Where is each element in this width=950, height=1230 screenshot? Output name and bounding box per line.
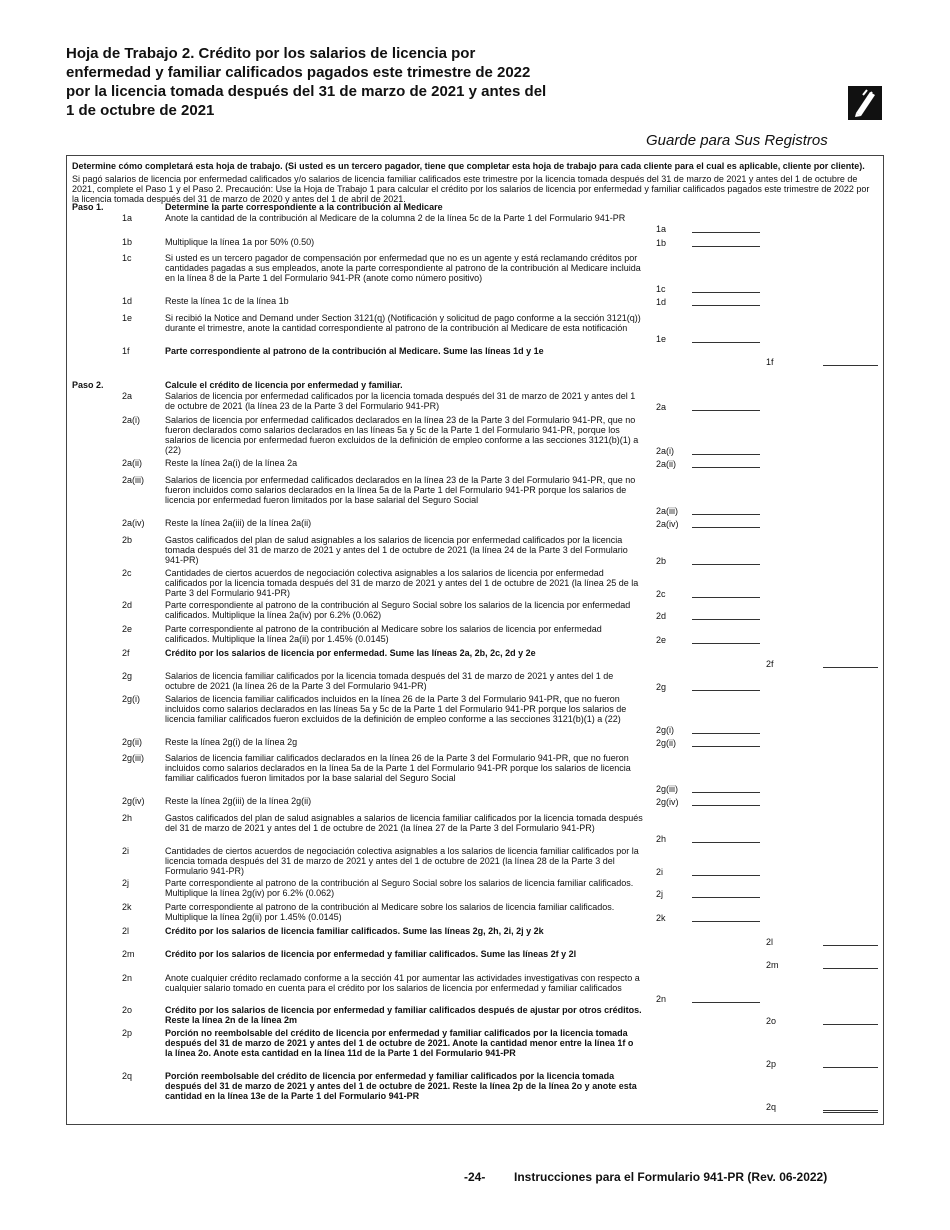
line-number: 2g — [122, 671, 133, 681]
line-reference: 2q — [766, 1102, 777, 1112]
line-number: 2q — [122, 1071, 133, 1081]
amount-field-2g[interactable] — [692, 690, 760, 691]
amount-field-2g(iii)[interactable] — [692, 792, 760, 793]
line-reference: 2o — [766, 1016, 777, 1026]
line-text: Gastos calificados del plan de salud asignables a salarios de licencia familiar calificados por la licencia tomada después del 31 de marzo de 2021 y antes del 1 de octubre de 2021 (la línea 27 de la Parte 3 del Formulario 941-PR) — [165, 813, 643, 833]
amount-field-2p[interactable] — [823, 1067, 878, 1068]
line-reference: 2g(iii) — [656, 784, 679, 794]
line-text: Si usted es un tercero pagador de compensación por enfermedad que no es un agente y está reclamando créditos por cantidades pagadas a sus empleados, anote la parte correspondiente al patrono de la contribución al Medicare incluida en la línea 8 de la Parte 1 del Formulario 941-PR (anote como número positivo) — [165, 253, 641, 283]
line-reference: 2n — [656, 994, 667, 1004]
line-reference: 2j — [656, 889, 664, 899]
amount-field-2i[interactable] — [692, 875, 760, 876]
line-reference: 1b — [656, 238, 667, 248]
form-reference: Instrucciones para el Formulario 941-PR (Rev. 06-2022) — [514, 1170, 828, 1184]
line-number: 2g(iii) — [122, 753, 145, 763]
line-reference: 2p — [766, 1059, 777, 1069]
line-text: Salarios de licencia familiar calificados declarados en la línea 26 de la Parte 3 del Formulario 941-PR, que no fueron incluidos como salarios declarados en la línea 5a de la Parte 1 del Formulario 941-PR porque los salarios de licencia familiar calificados fueron limitados por la base salarial del Seguro Social — [165, 753, 631, 783]
line-number: 2i — [122, 846, 130, 856]
line-reference: 2c — [656, 589, 666, 599]
amount-field-1c[interactable] — [692, 292, 760, 293]
line-text: Gastos calificados del plan de salud asignables a los salarios de licencia por enfermedad calificados por la licencia tomada después del 31 de marzo de 2021 y antes del 1 de octubre de 2021 (la línea 24 de la Parte 3 del Formulario 941-PR) — [165, 535, 628, 565]
line-text: Salarios de licencia por enfermedad calificados declarados en la línea 23 de la Parte 3 del Formulario 941-PR, que no fueron incluidos como salarios declarados en la línea 5a de la Parte 1 del Formulario 941-PR porque los salarios de licencia por enfermedad fueron limitados por la base salarial del Seguro Social — [165, 475, 636, 505]
amount-field-2h[interactable] — [692, 842, 760, 843]
amount-field-2j[interactable] — [692, 897, 760, 898]
line-reference: 2a(ii) — [656, 459, 677, 469]
line-text: Parte correspondiente al patrono de la contribución al Seguro Social sobre los salarios de licencia familiar calificados. Multiplique la línea 2g(iv) por 6.2% (0.062) — [165, 878, 634, 898]
line-number: 2c — [122, 568, 132, 578]
line-reference: 2g(iv) — [656, 797, 679, 807]
line-number: 2k — [122, 902, 132, 912]
line-text: Parte correspondiente al patrono de la contribución al Seguro Social sobre los salarios de la licencia por enfermedad calificados. Multiplique la línea 2a(iv) por 6.2% (0.062) — [165, 600, 631, 620]
line-reference: 2d — [656, 611, 667, 621]
line-number: 2f — [122, 648, 130, 658]
intro-determine: Determine cómo completará esta hoja de trabajo. (Si usted es un tercero pagador, tiene que completar esta hoja de trabajo para cada cliente para el cual es aplicable, cliente por cliente). — [72, 161, 865, 171]
line-text: Reste la línea 2g(iii) de la línea 2g(ii) — [165, 796, 312, 806]
pencil-icon — [848, 86, 882, 120]
step-1-heading: Determine la parte correspondiente a la contribución al Medicare — [165, 202, 443, 212]
amount-field-2k[interactable] — [692, 921, 760, 922]
line-number: 2g(i) — [122, 694, 141, 704]
amount-field-2o[interactable] — [823, 1024, 878, 1025]
line-text: Reste la línea 2g(i) de la línea 2g — [165, 737, 298, 747]
line-reference: 2m — [766, 960, 779, 970]
line-text: Crédito por los salarios de licencia familiar calificados. Sume las líneas 2g, 2h, 2i, 2j y 2k — [165, 926, 544, 936]
line-reference: 2b — [656, 556, 667, 566]
line-reference: 2a(iii) — [656, 506, 679, 516]
line-text: Crédito por los salarios de licencia por enfermedad y familiar calificados. Sume las líneas 2f y 2l — [165, 949, 577, 959]
line-reference: 1c — [656, 284, 666, 294]
title-line: 1 de octubre de 2021 — [66, 102, 215, 119]
line-reference: 1f — [766, 357, 774, 367]
amount-field-2f[interactable] — [823, 667, 878, 668]
amount-field-2b[interactable] — [692, 564, 760, 565]
intro — [72, 161, 878, 207]
line-reference: 2k — [656, 913, 666, 923]
line-text: Salarios de licencia familiar calificados por la licencia tomada después del 31 de marzo de 2021 y antes del 1 de octubre de 2021 (la línea 26 de la Parte 3 del Formulario 941-PR) — [165, 671, 614, 691]
line-number: 2g(iv) — [122, 796, 145, 806]
amount-field-2c[interactable] — [692, 597, 760, 598]
line-text: Parte correspondiente al patrono de la contribución al Medicare sobre los salarios de licencia por enfermedad calificados. Multiplique la línea 2a(ii) por 1.45% (0.0145) — [165, 624, 602, 644]
line-text: Anote la cantidad de la contribución al Medicare de la columna 2 de la línea 5c de la Parte 1 del Formulario 941-PR — [165, 213, 626, 223]
amount-field-1b[interactable] — [692, 246, 760, 247]
line-reference: 2e — [656, 635, 667, 645]
line-number: 2a(iii) — [122, 475, 145, 485]
worksheet-title — [66, 44, 606, 120]
amount-field-2a(iii)[interactable] — [692, 514, 760, 515]
title-line: Hoja de Trabajo 2. Crédito por los salarios de licencia por — [66, 45, 476, 62]
line-reference: 1d — [656, 297, 667, 307]
line-text: Crédito por los salarios de licencia por enfermedad y familiar calificados después de ajustar por otros créditos. Reste la línea 2n de la línea 2m — [165, 1005, 642, 1025]
line-text: Salarios de licencia por enfermedad calificados declarados en la línea 23 de la Parte 3 del Formulario 941-PR, que no fueron declarados como salarios declarados en las líneas 5a y 5c de la Parte 1 del Formulario 941-PR, porque los salarios de licencia por enfermedad fueron excluidos de la definición de empleo conforme a las secciones 3121(b)(1) a (22) — [165, 415, 639, 455]
line-number: 2d — [122, 600, 133, 610]
title-line: por la licencia tomada después del 31 de marzo de 2021 y antes del — [66, 83, 547, 100]
amount-field-2g(i)[interactable] — [692, 733, 760, 734]
intro-instructions: Si pagó salarios de licencia por enfermedad calificados y/o salarios de licencia familiar calificados este trimestre por la licencia tomada después del 31 de marzo de 2021 y antes del 1 de octubre de 2021, complete el Paso 1 y el Paso 2. Precaución: Use la Hoja de Trabajo 1 para calcular el crédito por los salarios de licencia por enfermedad y familiar calificados pagados este trimestre de 2022 por la licencia tomada después del 31 de marzo de 2020 y antes del 1 de abril de 2021. — [72, 174, 870, 204]
line-number: 1e — [122, 313, 133, 323]
line-text: Porción reembolsable del crédito de licencia por enfermedad y familiar calificados por la licencia tomada después del 31 de marzo de 2021 y antes del 1 de octubre de 2021. Reste la línea 2p de la línea 2o y anote esta cantidad en la línea 13e de la Parte 1 del Formulario 941-PR — [165, 1071, 637, 1101]
line-text: Cantidades de ciertos acuerdos de negociación colectiva asignables a los salarios de licencia por enfermedad calificados por la licencia tomada después del 31 de marzo de 2021 y antes del 1 de octubre de 2021 (la línea 25 de la Parte 3 del Formulario 941-PR) — [165, 568, 639, 598]
amount-field-2q[interactable] — [823, 1110, 878, 1113]
line-reference: 1e — [656, 334, 667, 344]
line-reference: 1a — [656, 224, 667, 234]
line-text: Reste la línea 2a(i) de la línea 2a — [165, 458, 298, 468]
line-number: 2b — [122, 535, 133, 545]
line-number: 2j — [122, 878, 130, 888]
line-number: 2p — [122, 1028, 133, 1038]
keep-records-note: Guarde para Sus Registros — [646, 132, 828, 149]
line-text: Anote cualquier crédito reclamado conforme a la sección 41 por aumentar las actividades investigativas con respecto a cualquier salario tomado en cuenta para el crédito por los salarios de licencia por enfermedad y familiar calificados — [165, 973, 640, 993]
amount-field-1a[interactable] — [692, 232, 760, 233]
amount-field-1f[interactable] — [823, 365, 878, 366]
line-reference: 2a(i) — [656, 446, 675, 456]
amount-field-2l[interactable] — [823, 945, 878, 946]
line-reference: 2i — [656, 867, 664, 877]
line-number: 2e — [122, 624, 133, 634]
line-reference: 2h — [656, 834, 667, 844]
page-number: -24- — [464, 1170, 486, 1184]
line-text: Reste la línea 1c de la línea 1b — [165, 296, 289, 306]
line-text: Cantidades de ciertos acuerdos de negociación colectiva asignables a los salarios de licencia familiar calificados por la licencia tomada después del 31 de marzo de 2021 y antes del 1 de octubre de 2021 (la línea 28 de la Parte 3 del Formulario 941-PR) — [165, 846, 639, 876]
amount-field-2a(ii)[interactable] — [692, 467, 760, 468]
line-reference: 2a(iv) — [656, 519, 679, 529]
line-number: 2l — [122, 926, 130, 936]
amount-field-2a(i)[interactable] — [692, 454, 760, 455]
line-number: 2o — [122, 1005, 133, 1015]
amount-field-2g(ii)[interactable] — [692, 746, 760, 747]
line-number: 2a(i) — [122, 415, 141, 425]
line-number: 2h — [122, 813, 133, 823]
line-text: Parte correspondiente al patrono de la contribución al Medicare sobre los salarios de licencia familiar calificados. Multiplique la línea 2g(ii) por 1.45% (0.0145) — [165, 902, 615, 922]
amount-field-2e[interactable] — [692, 643, 760, 644]
line-number: 2g(ii) — [122, 737, 143, 747]
amount-field-2n[interactable] — [692, 1002, 760, 1003]
line-number: 2a — [122, 391, 133, 401]
line-number: 1a — [122, 213, 133, 223]
amount-field-2a[interactable] — [692, 410, 760, 411]
line-text: Crédito por los salarios de licencia por enfermedad. Sume las líneas 2a, 2b, 2c, 2d y 2e — [165, 648, 536, 658]
line-number: 2m — [122, 949, 135, 959]
line-number: 1c — [122, 253, 132, 263]
line-number: 2a(ii) — [122, 458, 143, 468]
line-reference: 2a — [656, 402, 667, 412]
step-2-label: Paso 2. — [72, 380, 104, 390]
line-number: 1b — [122, 237, 133, 247]
amount-field-2g(iv)[interactable] — [692, 805, 760, 806]
line-reference: 2l — [766, 937, 774, 947]
amount-field-2m[interactable] — [823, 968, 878, 969]
line-number: 1f — [122, 346, 130, 356]
line-text: Parte correspondiente al patrono de la contribución al Medicare. Sume las líneas 1d y 1e — [165, 346, 544, 356]
line-number: 2a(iv) — [122, 518, 145, 528]
line-reference: 2g(i) — [656, 725, 675, 735]
line-text: Multiplique la línea 1a por 50% (0.50) — [165, 237, 315, 247]
line-number: 1d — [122, 296, 133, 306]
line-text: Salarios de licencia por enfermedad calificados por la licencia tomada después del 31 de marzo de 2021 y antes del 1 de octubre de 2021 (la línea 23 de la Parte 3 del Formulario 941-PR) — [165, 391, 636, 411]
line-text: Si recibió la Notice and Demand under Section 3121(q) (Notificación y solicitud de pago conforme a la sección 3121(q)) durante el trimestre, anote la cantidad correspondiente al patrono de la contribución al Medicare de esta notificación — [165, 313, 641, 333]
amount-field-2a(iv)[interactable] — [692, 527, 760, 528]
line-reference: 2f — [766, 659, 774, 669]
line-text: Porción no reembolsable del crédito de licencia por enfermedad y familiar calificados por la licencia tomada después del 31 de marzo de 2021 y antes del 1 de octubre de 2021. Anote la cantidad menor entre la línea 1f o la línea 2o. Anote esta cantidad en la línea 11d de la Parte 1 del Formulario 941-PR — [165, 1028, 634, 1058]
amount-field-1e[interactable] — [692, 342, 760, 343]
line-reference: 2g(ii) — [656, 738, 677, 748]
step-1-label: Paso 1. — [72, 202, 104, 212]
line-number: 2n — [122, 973, 133, 983]
line-text: Reste la línea 2a(iii) de la línea 2a(ii) — [165, 518, 312, 528]
line-text: Salarios de licencia familiar calificados incluidos en la línea 26 de la Parte 3 del Formulario 941-PR, que no fueron incluidos como salarios declarados en las líneas 5a y 5c de la Parte 1 del Formulario 941-PR porque los salarios de licencia familiar calificados fueron excluidos de la definición de empleo conforme a las secciones 3121(b)(1) a (22) — [165, 694, 627, 724]
amount-field-2d[interactable] — [692, 619, 760, 620]
title-line: enfermedad y familiar calificados pagados este trimestre de 2022 — [66, 64, 531, 81]
amount-field-1d[interactable] — [692, 305, 760, 306]
step-2-heading: Calcule el crédito de licencia por enfermedad y familiar. — [165, 380, 403, 390]
line-reference: 2g — [656, 682, 667, 692]
